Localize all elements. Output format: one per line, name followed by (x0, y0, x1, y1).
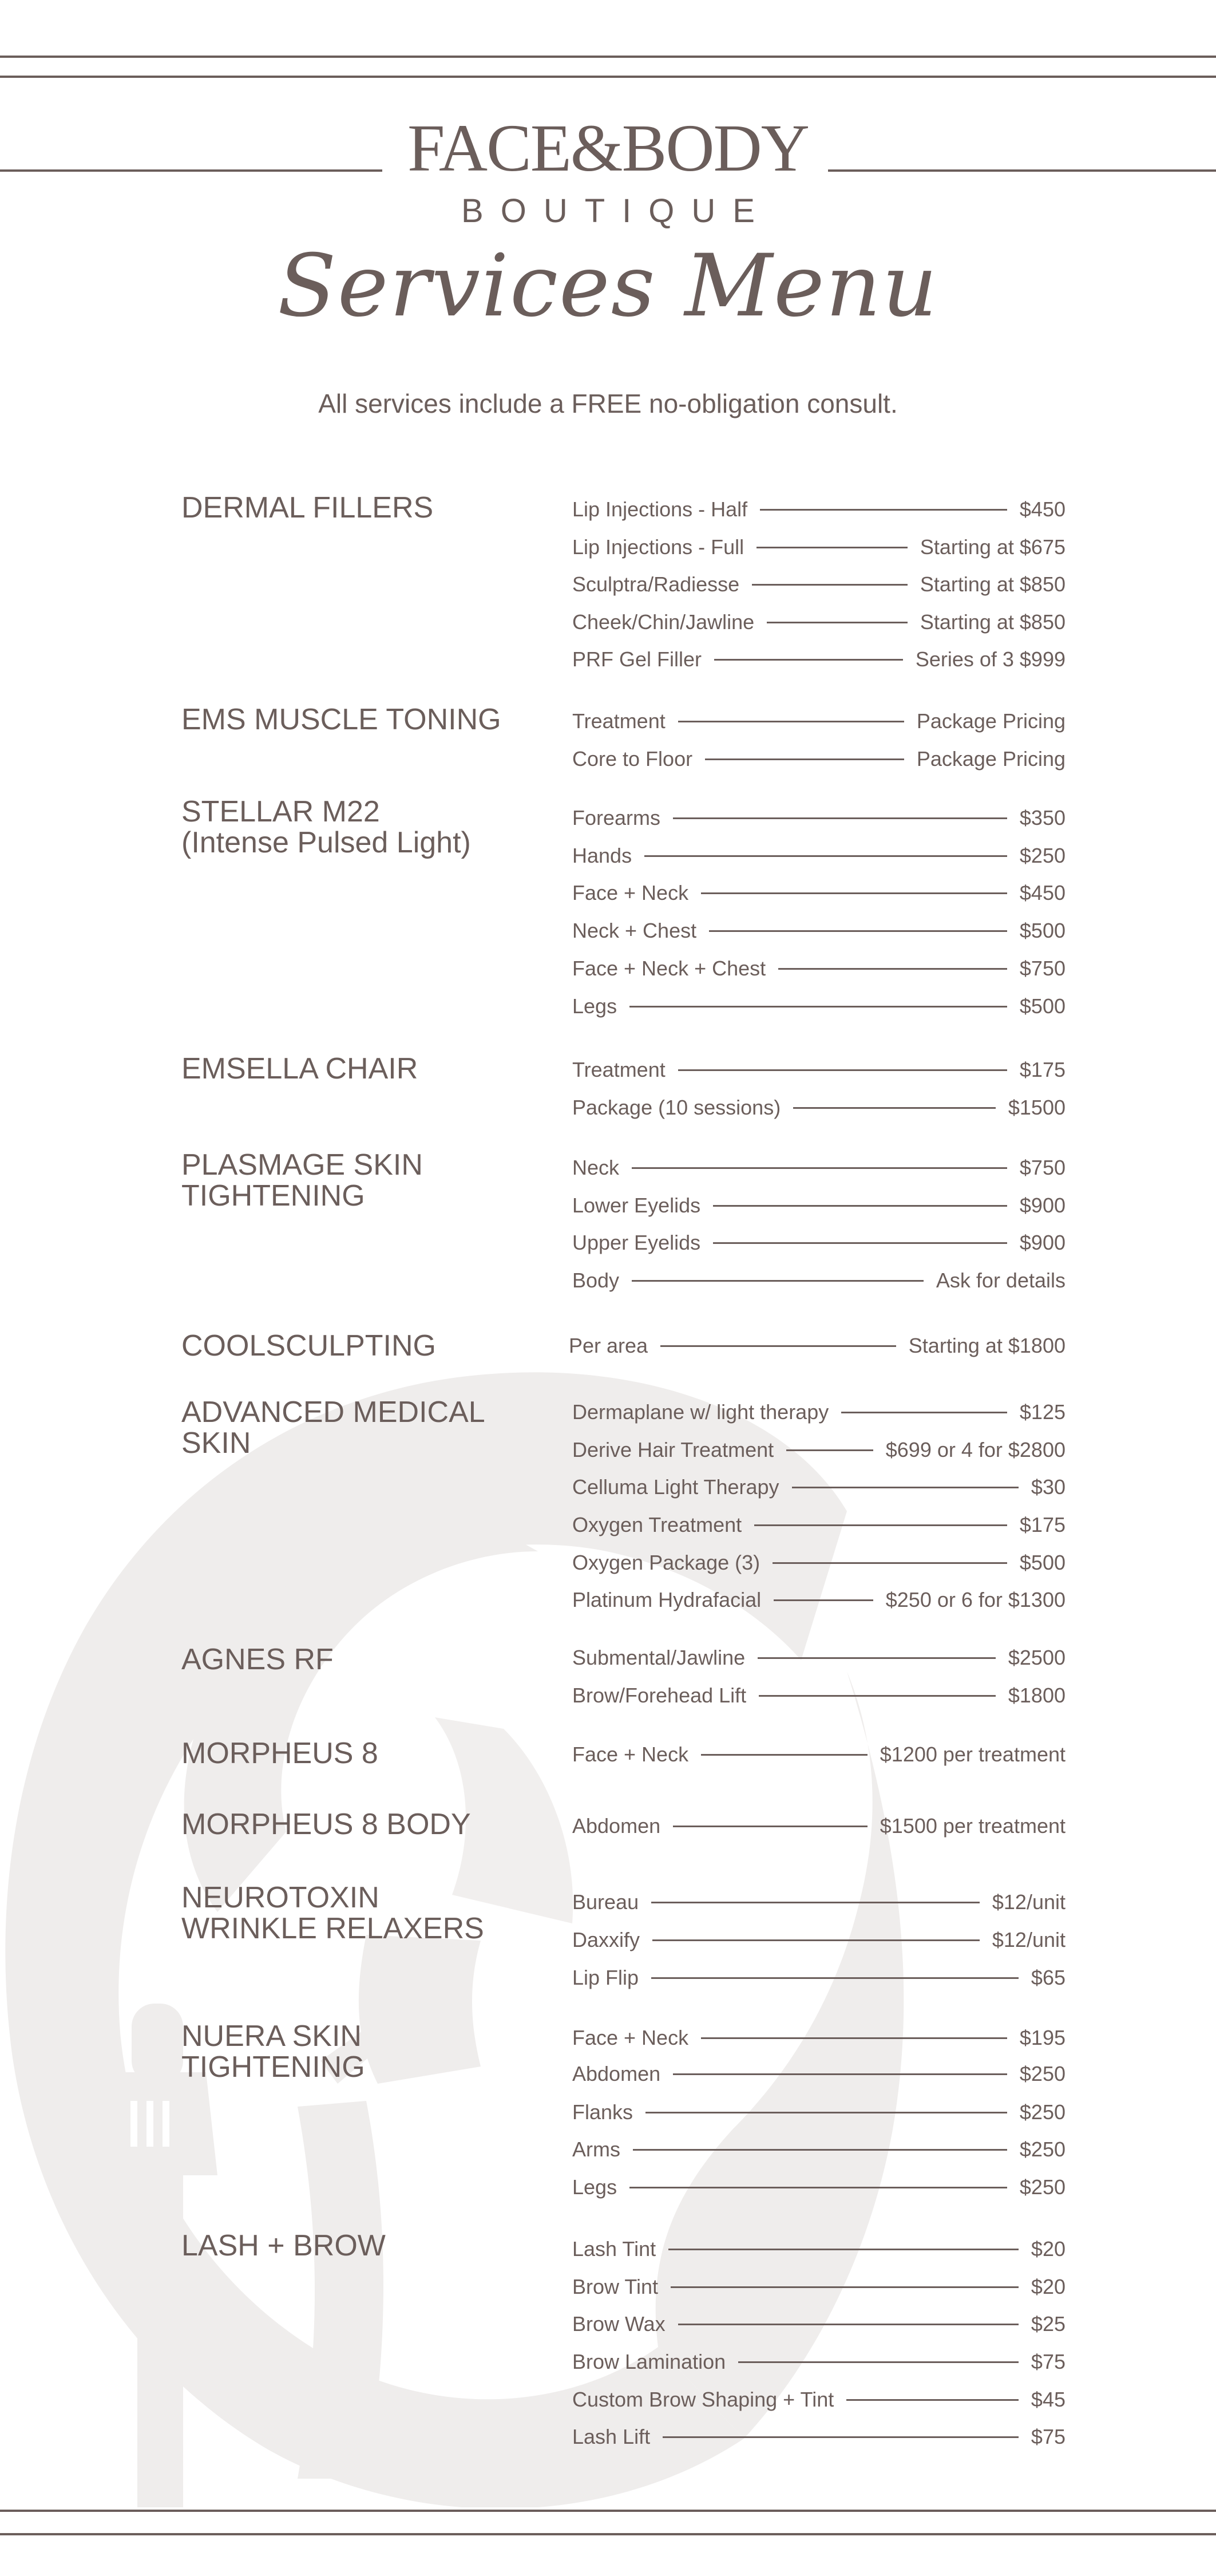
service-row (572, 1888, 1066, 1917)
service-name: Upper Eyelids (572, 1231, 701, 1254)
section-title-lash-brow: LASH + BROW (181, 2229, 386, 2262)
leader-line (660, 1345, 896, 1347)
service-row (572, 1473, 1066, 1502)
service-price: $20 (1031, 2237, 1066, 2261)
service-row (572, 804, 1066, 832)
service-name: Lip Flip (572, 1966, 639, 1989)
service-row (572, 2348, 1066, 2376)
section-subtitle: TIGHTENING (181, 2050, 365, 2084)
service-row (572, 1812, 1066, 1840)
section-title-coolsculpting: COOLSCULPTING (181, 1329, 436, 1362)
service-row (572, 916, 1066, 945)
service-row (572, 495, 1066, 524)
leader-line (673, 2073, 1007, 2075)
leader-line (786, 1449, 873, 1451)
service-name: Neck (572, 1156, 620, 1179)
service-name: Face + Neck (572, 2026, 689, 2049)
section-title-morpheus-8-body: MORPHEUS 8 BODY (181, 1808, 471, 1841)
service-name: PRF Gel Filler (572, 647, 702, 671)
service-row (572, 1681, 1066, 1710)
service-row (572, 2060, 1066, 2088)
service-name: Treatment (572, 709, 666, 733)
service-row (572, 533, 1066, 562)
service-row (572, 2310, 1066, 2338)
leader-line (713, 1205, 1007, 1207)
service-price: $750 (1019, 957, 1066, 980)
service-price: $25 (1031, 2312, 1066, 2336)
leader-line (714, 659, 903, 661)
service-row (572, 1398, 1066, 1427)
leader-line (759, 1695, 996, 1697)
service-row (572, 1093, 1066, 1122)
service-price: $75 (1031, 2350, 1066, 2373)
section-subtitle: WRINKLE RELAXERS (181, 1912, 484, 1945)
service-name: Legs (572, 994, 617, 1018)
leader-line (668, 2249, 1019, 2250)
service-name: Lower Eyelids (572, 1194, 701, 1217)
leader-line (629, 2187, 1007, 2188)
leader-line (678, 1069, 1007, 1071)
service-name: Abdomen (572, 2062, 661, 2085)
service-name: Derive Hair Treatment (572, 1438, 774, 1461)
service-price: $1500 (1008, 1096, 1066, 1119)
bottom-rule-1 (0, 2510, 1216, 2512)
service-row (572, 570, 1066, 599)
leader-line (678, 721, 904, 722)
leader-line (778, 968, 1007, 970)
section-title-agnes-rf: AGNES RF (181, 1643, 334, 1676)
service-name: Body (572, 1269, 620, 1292)
section-title-dermal-fillers: DERMAL FILLERS (181, 491, 434, 524)
service-row (572, 879, 1066, 907)
leader-line (793, 1107, 996, 1109)
service-row (569, 1332, 1066, 1360)
top-rule-1 (0, 56, 1216, 58)
leader-line (645, 2112, 1007, 2113)
service-price: Starting at $850 (920, 610, 1066, 634)
service-name: Oxygen Treatment (572, 1513, 742, 1536)
service-name: Face + Neck (572, 881, 689, 904)
service-row (572, 1963, 1066, 1992)
service-price: $20 (1031, 2275, 1066, 2298)
service-price: $45 (1031, 2388, 1066, 2411)
service-price: $699 or 4 for $2800 (885, 1438, 1066, 1461)
service-name: Flanks (572, 2100, 633, 2124)
service-price: $65 (1031, 1966, 1066, 1989)
brand-logo: FACE&BODY (407, 110, 809, 185)
service-name: Lash Lift (572, 2425, 651, 2448)
service-row (572, 745, 1066, 773)
service-name: Daxxify (572, 1928, 640, 1951)
service-row (572, 2235, 1066, 2263)
leader-line (651, 1977, 1019, 1979)
service-row (572, 1153, 1066, 1182)
leader-line (673, 817, 1007, 819)
top-rule-2 (0, 76, 1216, 78)
service-price: Starting at $675 (920, 535, 1066, 559)
section-title-advanced-medical-skin: ADVANCED MEDICAL SKIN (181, 1396, 485, 1460)
leader-line (705, 758, 904, 760)
service-row (572, 1191, 1066, 1220)
leader-line (752, 584, 908, 586)
service-price: Starting at $850 (920, 572, 1066, 596)
section-subtitle: (Intense Pulsed Light) (181, 826, 471, 859)
service-name: Forearms (572, 806, 661, 829)
leader-line (673, 1826, 868, 1827)
service-price: $75 (1031, 2425, 1066, 2448)
leader-line (701, 1754, 868, 1756)
service-name: Treatment (572, 1058, 666, 1081)
leader-line (632, 1167, 1007, 1169)
service-row (572, 608, 1066, 637)
service-row (572, 1436, 1066, 1464)
service-price: $900 (1019, 1194, 1066, 1217)
service-name: Package (10 sessions) (572, 1096, 781, 1119)
service-name: Sculptra/Radiesse (572, 572, 740, 596)
leader-line (713, 1242, 1007, 1244)
leader-line (760, 509, 1007, 511)
service-name: Per area (569, 1334, 648, 1357)
service-row (572, 2098, 1066, 2127)
service-name: Arms (572, 2138, 620, 2161)
service-row (572, 1586, 1066, 1614)
leader-line (678, 2324, 1019, 2325)
service-name: Dermaplane w/ light therapy (572, 1400, 829, 1424)
service-price: $250 (1019, 844, 1066, 867)
service-name: Brow Lamination (572, 2350, 726, 2373)
consult-tagline: All services include a FREE no-obligation consult. (318, 389, 898, 418)
service-price: $500 (1019, 994, 1066, 1018)
service-row (572, 2173, 1066, 2202)
service-price: $250 (1019, 2062, 1066, 2085)
service-price: $175 (1019, 1513, 1066, 1536)
service-price: $250 (1019, 2175, 1066, 2199)
service-name: Celluma Light Therapy (572, 1475, 779, 1499)
service-name: Brow Wax (572, 2312, 666, 2336)
service-name: Brow/Forehead Lift (572, 1684, 747, 1707)
section-subtitle: TIGHTENING (181, 1179, 365, 1212)
leader-line (663, 2436, 1019, 2438)
service-price: Series of 3 $999 (915, 647, 1066, 671)
service-price: $500 (1019, 1551, 1066, 1574)
leader-line (792, 1487, 1019, 1488)
service-name: Abdomen (572, 1814, 661, 1838)
service-row (572, 1740, 1066, 1769)
service-price: $1200 per treatment (880, 1743, 1066, 1766)
leader-line (758, 1657, 996, 1659)
service-row (572, 1643, 1066, 1672)
service-name: Oxygen Package (3) (572, 1551, 761, 1574)
service-row (572, 1511, 1066, 1539)
page-title: Services Menu (278, 236, 938, 336)
service-price: $12/unit (992, 1890, 1066, 1914)
leader-line (754, 1524, 1007, 1526)
brand-subtitle: BOUTIQUE (461, 192, 772, 230)
service-name: Lip Injections - Full (572, 535, 744, 559)
service-name: Hands (572, 844, 632, 867)
service-name: Neck + Chest (572, 919, 697, 942)
leader-line (633, 2149, 1007, 2151)
leader-line (841, 1412, 1007, 1413)
section-title-stellar-m22: STELLAR M22 (Intense Pulsed Light) (181, 795, 471, 859)
service-row (572, 992, 1066, 1021)
leader-line (629, 1006, 1007, 1008)
section-subtitle: SKIN (181, 1427, 251, 1460)
service-row (572, 2273, 1066, 2301)
leader-line (773, 1562, 1007, 1564)
leader-line (701, 892, 1007, 894)
service-row (572, 841, 1066, 870)
service-row (572, 645, 1066, 674)
service-row (572, 954, 1066, 983)
service-row (572, 1548, 1066, 1577)
service-name: Submental/Jawline (572, 1646, 746, 1669)
service-row (572, 2024, 1066, 2052)
service-name: Core to Floor (572, 747, 693, 771)
service-price: Package Pricing (916, 747, 1066, 771)
service-price: $1800 (1008, 1684, 1066, 1707)
section-title-emsella-chair: EMSELLA CHAIR (181, 1052, 418, 1085)
service-price: Ask for details (936, 1269, 1066, 1292)
service-name: Face + Neck + Chest (572, 957, 766, 980)
service-name: Face + Neck (572, 1743, 689, 1766)
leader-line (644, 855, 1007, 857)
service-row (572, 1228, 1066, 1257)
service-price: $500 (1019, 919, 1066, 942)
leader-line (846, 2399, 1019, 2401)
leader-line (709, 930, 1007, 932)
service-name: Bureau (572, 1890, 639, 1914)
service-price: $250 or 6 for $1300 (885, 1588, 1066, 1611)
section-title-ems-muscle-toning: EMS MUSCLE TONING (181, 703, 501, 736)
service-name: Lash Tint (572, 2237, 656, 2261)
service-price: $12/unit (992, 1928, 1066, 1951)
service-row (572, 2135, 1066, 2164)
leader-line (671, 2286, 1019, 2288)
section-title-neurotoxin: NEUROTOXIN WRINKLE RELAXERS (181, 1881, 484, 1945)
service-price: $30 (1031, 1475, 1066, 1499)
service-price: $450 (1019, 881, 1066, 904)
service-row (572, 707, 1066, 736)
leader-line (738, 2361, 1019, 2363)
service-name: Platinum Hydrafacial (572, 1588, 762, 1611)
leader-line (756, 547, 908, 548)
leader-line (652, 1939, 980, 1941)
leader-line (632, 1280, 924, 1282)
service-price: $350 (1019, 806, 1066, 829)
service-row (572, 1056, 1066, 1084)
leader-line (774, 1599, 873, 1601)
service-name: Lip Injections - Half (572, 497, 748, 521)
service-price: $175 (1019, 1058, 1066, 1081)
service-row (572, 1926, 1066, 1954)
bottom-rule-2 (0, 2533, 1216, 2535)
service-price: Package Pricing (916, 709, 1066, 733)
service-price: $195 (1019, 2026, 1066, 2049)
section-title-plasmage: PLASMAGE SKIN TIGHTENING (181, 1148, 423, 1212)
service-row (572, 1266, 1066, 1295)
service-price: $2500 (1008, 1646, 1066, 1669)
section-title-morpheus-8: MORPHEUS 8 (181, 1737, 378, 1770)
service-name: Legs (572, 2175, 617, 2199)
leader-line (651, 1902, 980, 1903)
section-title-nuera: NUERA SKIN TIGHTENING (181, 2020, 365, 2084)
service-name: Brow Tint (572, 2275, 659, 2298)
service-row (572, 2385, 1066, 2414)
service-price: $750 (1019, 1156, 1066, 1179)
service-price: $250 (1019, 2100, 1066, 2124)
service-row (572, 2423, 1066, 2451)
leader-line (701, 2037, 1007, 2039)
service-price: $900 (1019, 1231, 1066, 1254)
service-name: Cheek/Chin/Jawline (572, 610, 755, 634)
service-price: $450 (1019, 497, 1066, 521)
service-price: $125 (1019, 1400, 1066, 1424)
service-price: $250 (1019, 2138, 1066, 2161)
service-price: $1500 per treatment (880, 1814, 1066, 1838)
service-name: Custom Brow Shaping + Tint (572, 2388, 834, 2411)
service-price: Starting at $1800 (908, 1334, 1066, 1357)
leader-line (767, 622, 908, 623)
